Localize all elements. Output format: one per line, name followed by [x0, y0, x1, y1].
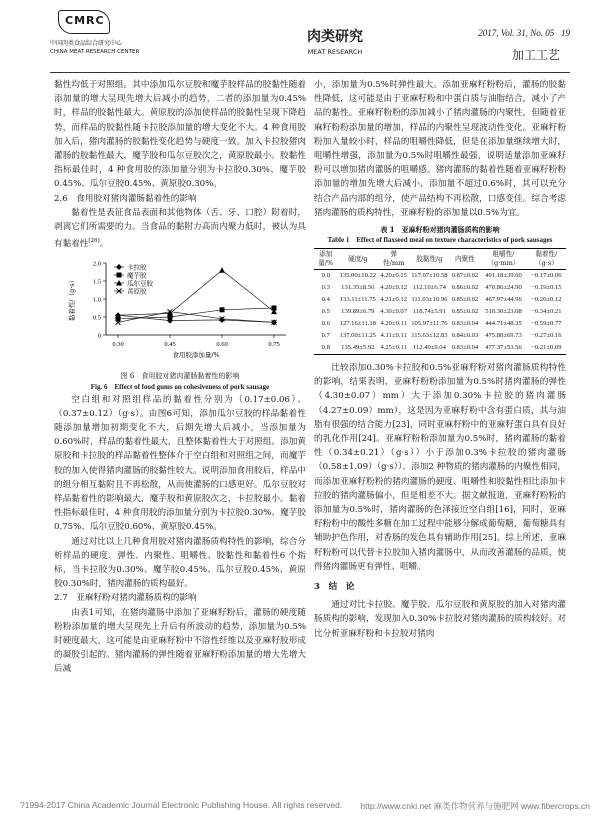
- logo-en-text: CHINA MEAT RESEARCH CENTER: [50, 49, 140, 55]
- x-tick-label: 0.75: [268, 341, 280, 349]
- x-tick-label: 0.60: [216, 341, 228, 349]
- table-cell: 4.11±0.11: [380, 332, 407, 340]
- table-cell: 4.30±0.07: [380, 308, 408, 316]
- y-axis-label: 黏着性/（g·s）: [68, 277, 76, 322]
- table-cell: −0.21±0.09: [527, 342, 566, 355]
- table-cell: 4.20±0.11: [380, 320, 407, 328]
- left-paragraph-2: [54, 206, 306, 251]
- table-cell: −0.19±0.15: [531, 284, 562, 292]
- x-tick-label: 0.45: [164, 341, 176, 349]
- figure-6-caption-en: Fig. 6 Effect of food gums on cohesiveness of pork sausage: [90, 382, 270, 391]
- page-footer: [20, 800, 600, 810]
- citation-26: [26]: [88, 238, 100, 245]
- table-cell: −0.27±0.16: [531, 332, 562, 340]
- table-cell: 139.89±6.79: [341, 308, 375, 316]
- table-header-cell: 黏着性/（g·s）: [527, 249, 566, 270]
- left-paragraph-3: 空白组和对照组样品的黏着性分别为（0.17±0.06）、（0.37±0.12）（g·s）。由图6可知，添加瓜尔豆胶的样品黏着性随添加量增加初期变化不大，后期先增大后减小，当添加量为0.60%时，样品的黏着性最大，且整体黏着性大于对照组。添加黄原胶和卡拉胶的样品黏着性整体介于空白组和对照组之间，而魔芋胶的加入使得猪肉灌肠的胶黏性较大。说明添加食用胶后，样品中的组分相互黏附且不再松散，从而使灌肠的口感更好。瓜尔豆胶对样品黏着性的影响最大，魔芋胶和黄原胶次之，卡拉胶最小。黏着性指标最佳时，4 种食用胶的添加量分别为卡拉胶0.30%、魔芋胶0.75%、瓜尔豆胶0.60%、黄原胶0.45%。: [54, 394, 306, 533]
- left-paragraph-2-text: 黏着性是表征食品表面和其他物体（舌、牙、口腔）附着时，剥离它们所需要的力。当食品的黏附力高而内聚力低时，被认为具有黏着性: [54, 207, 306, 250]
- table-cell: 0.85±0.02: [451, 308, 479, 316]
- watermark-text: 麻类作物营养与施肥网 www.fibercrops.cn: [433, 801, 590, 811]
- logo-cn-text: 中国肉类食品综合研究中心: [50, 40, 123, 47]
- section-heading-2-6: 2.6 食用胶对猪肉灌肠黏着性的影响: [54, 193, 197, 204]
- table-cell: 4.25±0.11: [378, 342, 409, 355]
- table-row: [314, 306, 566, 318]
- journal-name-cn: 肉类研究: [307, 29, 363, 45]
- y-tick-label: 0: [97, 332, 101, 340]
- table-cell: 0.86±0.02: [451, 284, 479, 292]
- left-paragraph-5: 由表1可知，在猪肉灌肠中添加了亚麻籽粉后，灌肠的硬度随粉粉添加量的增大呈现先上升后有所波动的趋势，添加量为0.5%时硬度最大，这可能是由亚麻籽粉中不溶性纤维以及亚麻籽胶形成的凝胶引起的。猪肉灌肠的弹性随着亚麻籽粉添加量的增大先增大后减: [54, 607, 306, 675]
- table-cell: 0.5: [321, 308, 330, 316]
- table-header-row: [314, 249, 566, 270]
- table-header-cell: 胶黏性/g: [409, 249, 449, 270]
- figure-6-chart: [64, 257, 299, 365]
- y-tick-label: 0.5: [92, 314, 101, 322]
- x-axis-label: 食用胶添加量/%: [172, 351, 220, 360]
- table-cell: 0.8: [314, 342, 338, 355]
- left-paragraph-4: 通过对比以上几种食用胶对猪肉灌肠质构特性的影响，综合分析样品的硬度、弹性、内聚性、咀嚼性、胶黏性和黏着性6 个指标，当卡拉胶为0.30%、魔芋胶0.45%、瓜尔豆胶0.45%、黄原胶0.30%时，猪肉灌肠的质构最好。: [54, 536, 306, 590]
- cnki-link[interactable]: http://www.cnki.net: [360, 801, 432, 811]
- left-paragraph-1: 黏性均低于对照组。其中添加瓜尔豆胶和魔芋胶样品的胶黏性随着添加量的增大呈现先增大后减小的趋势，二者的添加量为0.45%时，样品的胶黏性最大。黄原胶的添加使样品的胶黏性呈现下降趋势，而样品的胶黏性随卡拉胶添加量的增大变化不大。4 种食用胶加入后，猪肉灌肠的胶黏性变化趋势与硬度一致。加入卡拉胶猪肉灌肠的胶黏性最大，魔芋胶和瓜尔豆胶次之，黄原胶最小。胶黏性指标最佳时，4 种食用胶的添加量分别为卡拉胶0.30%、魔芋胶0.45%、瓜尔豆胶0.45%、黄原胶0.30%。: [54, 80, 306, 190]
- table-cell: 4.20±0.15: [380, 272, 408, 280]
- series-line-1: [118, 308, 274, 319]
- table-cell: 135.00±10.22: [339, 272, 377, 280]
- table-header-cell: 弹性/mm: [378, 249, 409, 270]
- table-1-caption-cn: 表 1 亚麻籽粉对猪肉灌肠质构的影响: [380, 225, 500, 235]
- table-cell: 0.0: [321, 272, 330, 280]
- table-cell: 470.86±24.90: [485, 284, 522, 292]
- section-heading-2-7: 2.7 亚麻籽粉对猪肉灌肠质构的影响: [54, 593, 197, 604]
- table-1-caption-en: Table 1 Effect of flaxseed meal on texture characteristics of pork sausages: [327, 236, 553, 245]
- section-heading-3: 3 结 论: [314, 582, 355, 593]
- table-cell: 4.21±0.12: [380, 296, 408, 304]
- legend-label: 卡拉胶: [127, 263, 147, 272]
- table-cell: 127.16±11.18: [339, 320, 376, 328]
- right-paragraph-3: 通过对比卡拉胶、魔芋胶、瓜尔豆胶和黄原胶的加入对猪肉灌肠质构的影响，发现加入0.30%卡拉胶对猪肉灌肠的质构较好。对比分析亚麻籽粉和卡拉胶对猪肉: [314, 600, 566, 639]
- table-cell: 467.97±44.96: [485, 296, 522, 304]
- right-paragraph-2: 比较添加0.30%卡拉胶和0.5%亚麻籽粉对猪肉灌肠质构特性的影响，结果表明，亚麻籽粉粉添加量为0.5%时猪肉灌肠的弹性（4.30±0.07）mm）大于添加0.30%卡拉胶的猪肉灌肠（4.27±0.09）mm），这是因为亚麻籽粉中含有蛋白质，其与油脂有很强的结合能力[23]，同时亚麻籽粉中的亚麻籽蛋白具有良好的乳化作用[24]。亚麻籽粉粉添加量为0.5%时，猪肉灌肠的黏着性（0.34±0.21）（g·s））小于添加0.3%卡拉胶的猪肉灌肠（0.58±1.09）（g·s））。添加2 种物质的猪肉灌肠的内聚性相同，而添加亚麻籽粉粉的猪肉灌肠的硬度、咀嚼性和胶黏性相比添加卡拉胶的猪肉灌肠偏小，但是相差不大。据文献报道，亚麻籽粉粉的添加量为0.5%时，猪肉灌肠的色泽接近空白组[16]，同时，亚麻籽粉粉中的酸性多糖在加工过程中能够分解成葡萄糖，葡萄糖具有辅助护色作用，对香肠的发色具有辅助作用[25]。综上所述，亚麻籽粉粉可以代替卡拉胶加入猪肉灌肠中，从而改善灌肠的品质，使得猪肉灌肠更有弹性、咀嚼。: [314, 363, 566, 572]
- table-row: [314, 282, 566, 294]
- table-cell: 0.7: [321, 332, 330, 340]
- table-cell: 491.18±39.60: [485, 272, 522, 280]
- data-point: [219, 267, 225, 273]
- journal-name-en: MEAT RESEARCH: [307, 48, 363, 56]
- footer-right: [360, 800, 590, 812]
- y-tick-label: 2.0: [92, 260, 101, 268]
- journal-name: [280, 26, 390, 56]
- table-row: [314, 330, 566, 342]
- table-cell: 105.97±11.76: [411, 320, 448, 328]
- table-cell: 115.63±12.83: [411, 332, 448, 340]
- table-row: [314, 342, 566, 355]
- left-column: [54, 78, 306, 677]
- table-cell: 0.6: [321, 320, 330, 328]
- table-cell: 137.00±11.25: [339, 332, 376, 340]
- table-cell: 0.3: [321, 284, 330, 292]
- table-cell: −0.59±0.77: [531, 320, 562, 328]
- table-cell: 111.03±10.96: [411, 296, 448, 304]
- table-cell: 135.49±5.92: [338, 342, 379, 355]
- page-header: [50, 10, 570, 70]
- table-cell: −0.34±0.21: [531, 308, 562, 316]
- table-cell: 112.40±9.04: [409, 342, 449, 355]
- x-tick-label: 0.30: [112, 341, 124, 349]
- table-cell: 0.84±0.03: [451, 332, 479, 340]
- table-cell: 444.71±48.35: [485, 320, 522, 328]
- legend-marker: [116, 264, 122, 270]
- table-cell: 475.80±69.73: [485, 332, 522, 340]
- right-column: [314, 78, 566, 641]
- cmrc-logo-icon: CMRC: [58, 10, 110, 34]
- table-header-cell: 硬度/g: [338, 249, 379, 270]
- table-cell: 112.10±6.74: [412, 284, 446, 292]
- header-rule: [50, 72, 570, 73]
- table-cell: 510.30±23.08: [485, 308, 522, 316]
- table-cell: 0.87±0.02: [451, 272, 479, 280]
- table-cell: 133.11±11.75: [339, 296, 376, 304]
- copyright-text: ?1994-2017 China Academic Journal Electronic Publishing House. All rights reserved.: [20, 800, 343, 810]
- table-cell: 118.74±5.91: [412, 308, 446, 316]
- table-row: [314, 318, 566, 330]
- table-header-cell: 添加量/%: [314, 249, 338, 270]
- table-body: [314, 270, 566, 355]
- table-row: [314, 294, 566, 306]
- table-cell: 0.83±0.04: [450, 342, 481, 355]
- table-cell: −0.17±0.06: [531, 272, 562, 280]
- data-point: [219, 317, 225, 323]
- table-cell: 0.4: [321, 296, 330, 304]
- legend-label: 瓜尔豆胶: [127, 279, 153, 288]
- data-point: [220, 308, 225, 313]
- table-cell: 0.85±0.02: [451, 296, 479, 304]
- page-number: 19: [561, 28, 570, 38]
- figure-6-caption-cn: 图 6 食用胶对猪肉灌肠黏着性的影响: [120, 371, 240, 380]
- table-cell: 0.83±0.04: [451, 320, 479, 328]
- table-cell: 117.07±10.58: [411, 272, 448, 280]
- legend-marker: [117, 273, 122, 278]
- issue-text: 2017, Vol. 31, No. 05: [478, 28, 555, 38]
- legend-label: 黄原胶: [127, 287, 147, 296]
- table-cell: −0.26±0.12: [531, 296, 562, 304]
- publisher-logo: [50, 10, 170, 55]
- table-header-cell: 内聚性: [450, 249, 481, 270]
- y-tick-label: 1.0: [92, 296, 101, 304]
- legend-label: 魔芋胶: [127, 271, 147, 280]
- table-row: [314, 270, 566, 283]
- table-header-cell: 咀嚼性/（g·mm）: [480, 249, 526, 270]
- table-1: [314, 248, 566, 355]
- series-line-0: [118, 315, 274, 322]
- table-cell: 131.35±8.56: [341, 284, 375, 292]
- left-paragraph-2-end: 。: [99, 239, 109, 250]
- section-title: 加工工艺: [511, 48, 560, 62]
- table-cell: 4.20±0.12: [380, 284, 408, 292]
- y-tick-label: 1.5: [92, 278, 101, 286]
- table-cell: 477.37±53.56: [480, 342, 526, 355]
- right-paragraph-1: 小，添加量为0.5%时弹性最大。添加亚麻籽粉粉后，灌肠的胶黏性降低，这可能是由于亚麻籽粉和中蛋白质与油脂结合，减小了产品的黏性。亚麻籽粉粉的添加减小了猪肉灌肠的内聚性，但随着亚麻籽粉粉添加量的增加，样品的内聚性呈现波动性变化。亚麻籽粉粉加入量较小时，样品的咀嚼性降低，但是在添加量继续增大时，咀嚼性增强，添加量为0.5%时咀嚼性最强，说明适量添加亚麻籽粉可以增加猪肉灌肠的咀嚼感。猪肉灌肠的黏着性随着亚麻籽粉粉添加量的增加先增大后减小，添加量不超过0.6%时，其可以充分结合产品内部的组分，使产品结构不再松散，口感变佳。综合考虑猪肉灌肠的质构特性，亚麻籽粉的添加量以0.5%为宜。: [314, 80, 566, 218]
- issue-info: [478, 28, 570, 38]
